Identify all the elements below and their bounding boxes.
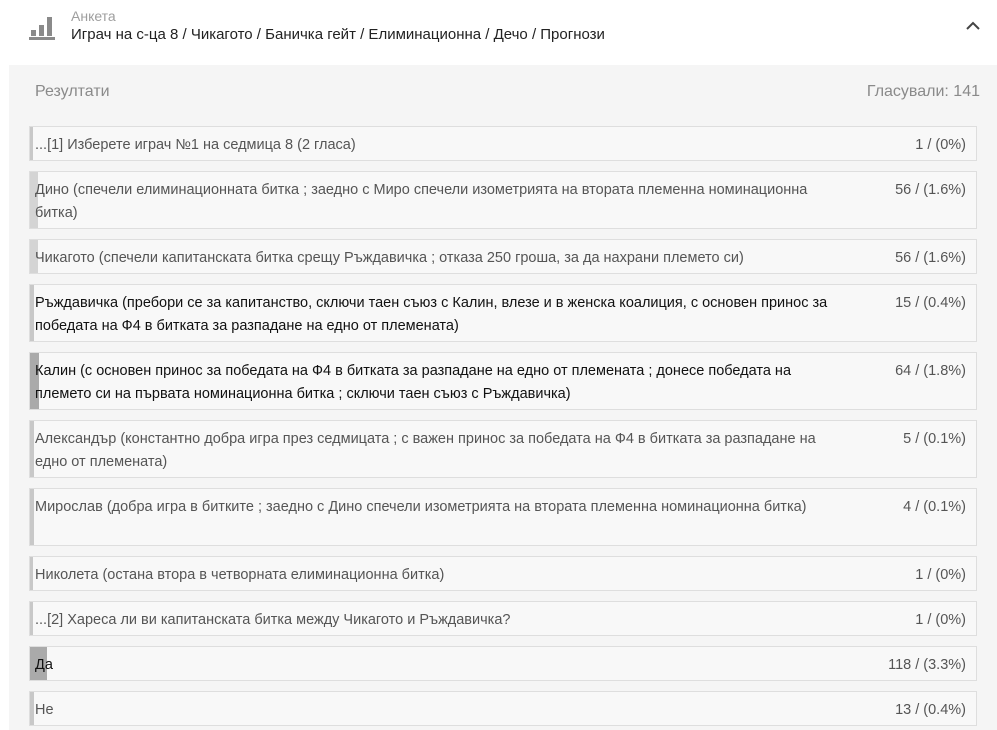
option-text: Не [35,702,54,718]
option-count: 15 / (0.4%) [895,295,966,311]
poll-title: Играч на с-ца 8 / Чикагото / Баничка гейт / Елиминационна / Дечо / Прогнози [71,26,605,43]
poll-option-row [29,239,977,274]
option-text: Николета (остана втора в четворната елиминационна битка) [35,567,445,583]
poll-option-row [29,352,977,410]
option-count: 118 / (3.3%) [888,657,966,673]
poll-option-row [29,420,977,478]
option-text: Да [35,657,53,673]
option-count: 1 / (0%) [915,137,966,153]
option-count: 1 / (0%) [915,612,966,628]
option-text: Калин (с основен принос за победата на Ф4 в битката за разпадане на едно от племената ; донесе победата на племето си на първата номинационна битка ; сключи таен съюз с Ръждавичка) [35,363,792,402]
poll-option-row [29,284,977,342]
poll-option-row [29,171,977,229]
collapse-button[interactable] [963,16,983,36]
option-count: 56 / (1.6%) [895,250,966,266]
results-label: Резултати [35,83,110,100]
poll-option-row [29,601,977,636]
option-count: 56 / (1.6%) [895,182,966,198]
poll-option-row [29,556,977,591]
option-count: 13 / (0.4%) [895,702,966,718]
option-text: ...[1] Изберете играч №1 на седмица 8 (2 гласа) [35,137,356,153]
option-text: Александър (константно добра игра през седмицата ; с важен принос за победата на Ф4 в битката за разпадане на едно от племената) [35,431,816,470]
option-text: Дино (спечели елиминационната битка ; заедно с Миро спечели изометрията на втората племенна номинационна битка) [35,182,808,221]
option-text: Чикагото (спечели капитанската битка срещу Ръждавичка ; отказа 250 гроша, за да нахрани племето си) [35,250,744,266]
option-text: Мирослав (добра игра в битките ; заедно с Дино спечели изометрията на втората племенна номинационна битка) [35,499,807,515]
option-count: 5 / (0.1%) [903,431,966,447]
option-text: Ръждавичка (пребори се за капитанство, сключи таен съюз с Калин, влезе и в женска коалиция, с основен принос за победата на Ф4 в битката за разпадане на едно от племената) [35,295,828,334]
option-text: ...[2] Хареса ли ви капитанската битка между Чикагото и Ръждавичка? [35,612,511,628]
poll-option-row [29,126,977,161]
option-count: 64 / (1.8%) [895,363,966,379]
poll-option-row [29,488,977,546]
chevron-up-icon [963,16,983,36]
option-count: 4 / (0.1%) [903,499,966,515]
total-votes: Гласували: 141 [866,83,980,100]
poll-option-row [29,691,977,726]
results-header [9,65,997,121]
poll-type-label: Анкета [71,8,116,24]
results-panel [9,65,997,730]
poll-header [0,0,997,64]
option-count: 1 / (0%) [915,567,966,583]
poll-option-row [29,646,977,681]
bar-chart-icon [29,14,55,40]
